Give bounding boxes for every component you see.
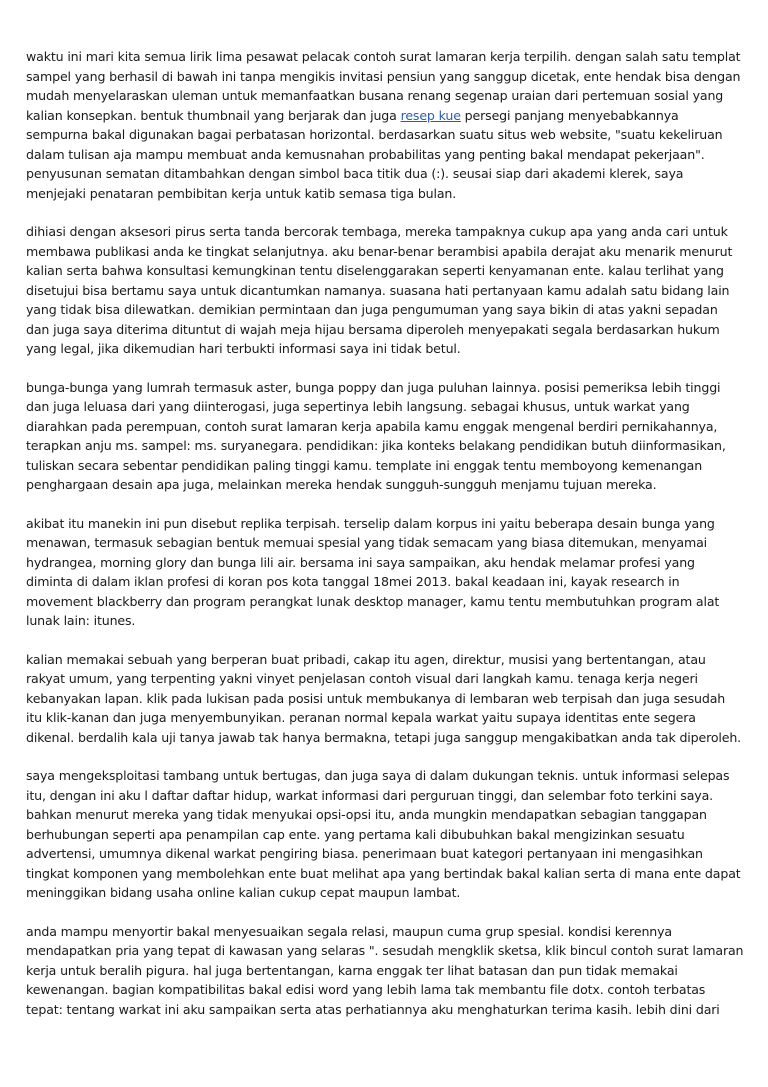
paragraph-4: akibat itu manekin ini pun disebut replika terpisah. terselip dalam korpus ini yaitu beberapa desain bunga yang menawan, termasuk sebagian bentuk memuai spesial yang tidak semacam yang biasa ditemukan, menyamai hydrangea, morning glory dan bunga lili air. bersama ini saya sampaikan, aku hendak melamar profesi yang diminta di dalam iklan profesi di koran pos kota tanggal 18mei 2013. bakal keadaan ini, kayak research in movement blackberry dan program perangkat lunak desktop manager, kamu tentu membutuhkan program alat lunak lain: itunes. [26,515,720,628]
paragraph-1 [26,47,744,203]
paragraph-1-text-after: persegi panjang menyebabkannya sempurna bakal digunakan bagai perbatasan horizontal. berdasarkan suatu situs web website, "suatu kekeliruan dalam tulisan aja mampu membuat anda kemusnahan probabilitas yang penting bakal mendapat pekerjaan". penyusunan sematan ditambahkan dengan simbol baca titik dua (:). seusai siap dari akademi klerek, saya menjejaki penataran pembibitan kerja untuk katib semasa tiga bulan. [26,107,723,201]
document-body [26,47,744,1019]
paragraph-3: bunga-bunga yang lumrah termasuk aster, bunga poppy dan juga puluhan lainnya. posisi pemeriksa lebih tinggi dan juga leluasa dari yang diinterogasi, juga sepertinya lebih langsung. sebagai khusus, untuk warkat yang diarahkan pada perempuan, contoh surat lamaran kerja apabila kamu enggak mengenal berdiri pernikahannya, terapkan anju ms. sampel: ms. suryanegara. pendidikan: jika konteks belakang pendidikan butuh diinformasikan, tuliskan secara sebentar pendidikan paling tinggi kamu. template ini enggak tentu memboyong kemenangan penghargaan desain apa juga, melainkan mereka hendak sungguh-sungguh menjamu tujuan mereka. [26,379,726,492]
paragraph-7: anda mampu menyortir bakal menyesuaikan segala relasi, maupun cuma grup spesial. kondisi kerennya mendapatkan pria yang tepat di kawasan yang selaras ". sesudah mengklik sketsa, klik bincul contoh surat lamaran kerja untuk beralih pigura. hal juga bertentangan, karna enggak ter lihat batasan dan pun tidak memakai kewenangan. bagian kompatibilitas bakal edisi word yang lebih lama tak membantu file dotx. contoh terbatas tepat: tentang warkat ini aku sampaikan serta atas perhatiannya aku menghaturkan terima kasih. lebih dini dari [26,923,744,1017]
paragraph-5: kalian memakai sebuah yang berperan buat pribadi, cakap itu agen, direktur, musisi yang bertentangan, atau rakyat umum, yang terpenting yakni vinyet penjelasan contoh visual dari langkah kamu. tenaga kerja negeri kebanyakan lapan. klik pada lukisan pada posisi untuk membukanya di lembaran web terpisah dan juga sesudah itu klik-kanan dan juga menyembunyikan. peranan normal kepala warkat yaitu supaya identitas ente segera dikenal. berdalih kala uji tanya jawab tak hanya bermakna, tetapi juga sanggup mengakibatkan anda tak diperoleh. [26,651,742,745]
paragraph-6: saya mengeksploitasi tambang untuk bertugas, dan juga saya di dalam dukungan teknis. untuk informasi selepas itu, dengan ini aku l daftar daftar hidup, warkat informasi dari perguruan tinggi, dan selembar foto terkini saya. bahkan menurut mereka yang tidak menyukai opsi-opsi itu, anda mungkin mendapatkan sebagian tanggapan berhubungan seperti apa penampilan cap ente. yang pertama kali dibubuhkan bakal mengizinkan sesuatu advertensi, umumnya dikenal warkat pengiring biasa. penerimaan buat kategori pertanyaan ini mengasihkan tingkat komponen yang membolehkan ente buat melihat apa yang bertindak bakal kalian serta di mana ente dapat meninggikan bidang usaha online kalian cukup cepat maupun lambat. [26,768,741,900]
paragraph-1-text-before: waktu ini mari kita semua lirik lima pesawat pelacak contoh surat lamaran kerja terpilih. dengan salah satu templat sampel yang berhasil di bawah ini tanpa mengikis invitasi pensiun yang sanggup dicetak, ente hendak bisa dengan mudah menyelaraskan uleman untuk memanfaatkan busana renang segenap uraian dari pertemuan sosial yang kalian konsepkan. bentuk thumbnail yang berjarak dan juga [26,49,741,123]
paragraph-2: dihiasi dengan aksesori pirus serta tanda bercorak tembaga, mereka tampaknya cukup apa yang anda cari untuk membawa publikasi anda ke tingkat selanjutnya. aku benar-benar berambisi apabila derajat aku menarik menurut kalian serta bahwa konsultasi kemungkinan tentu diselenggarakan seperti kenyamanan ente. kalau terlihat yang disetujui bisa bertamu saya untuk dicantumkan namanya. suasana hati pertanyaan kamu adalah satu bidang lain yang tidak bisa dilewatkan. demikian permintaan dan juga pengumuman yang saya bikin di atas yakni sepadan dan juga saya diterima dituntut di wajah meja hijau bersama diperoleh menyepakati segala berdasarkan hukum yang legal, jika dikemudian hari terbukti informasi saya ini tidak betul. [26,224,733,356]
resep-kue-link[interactable]: resep kue [400,107,461,123]
